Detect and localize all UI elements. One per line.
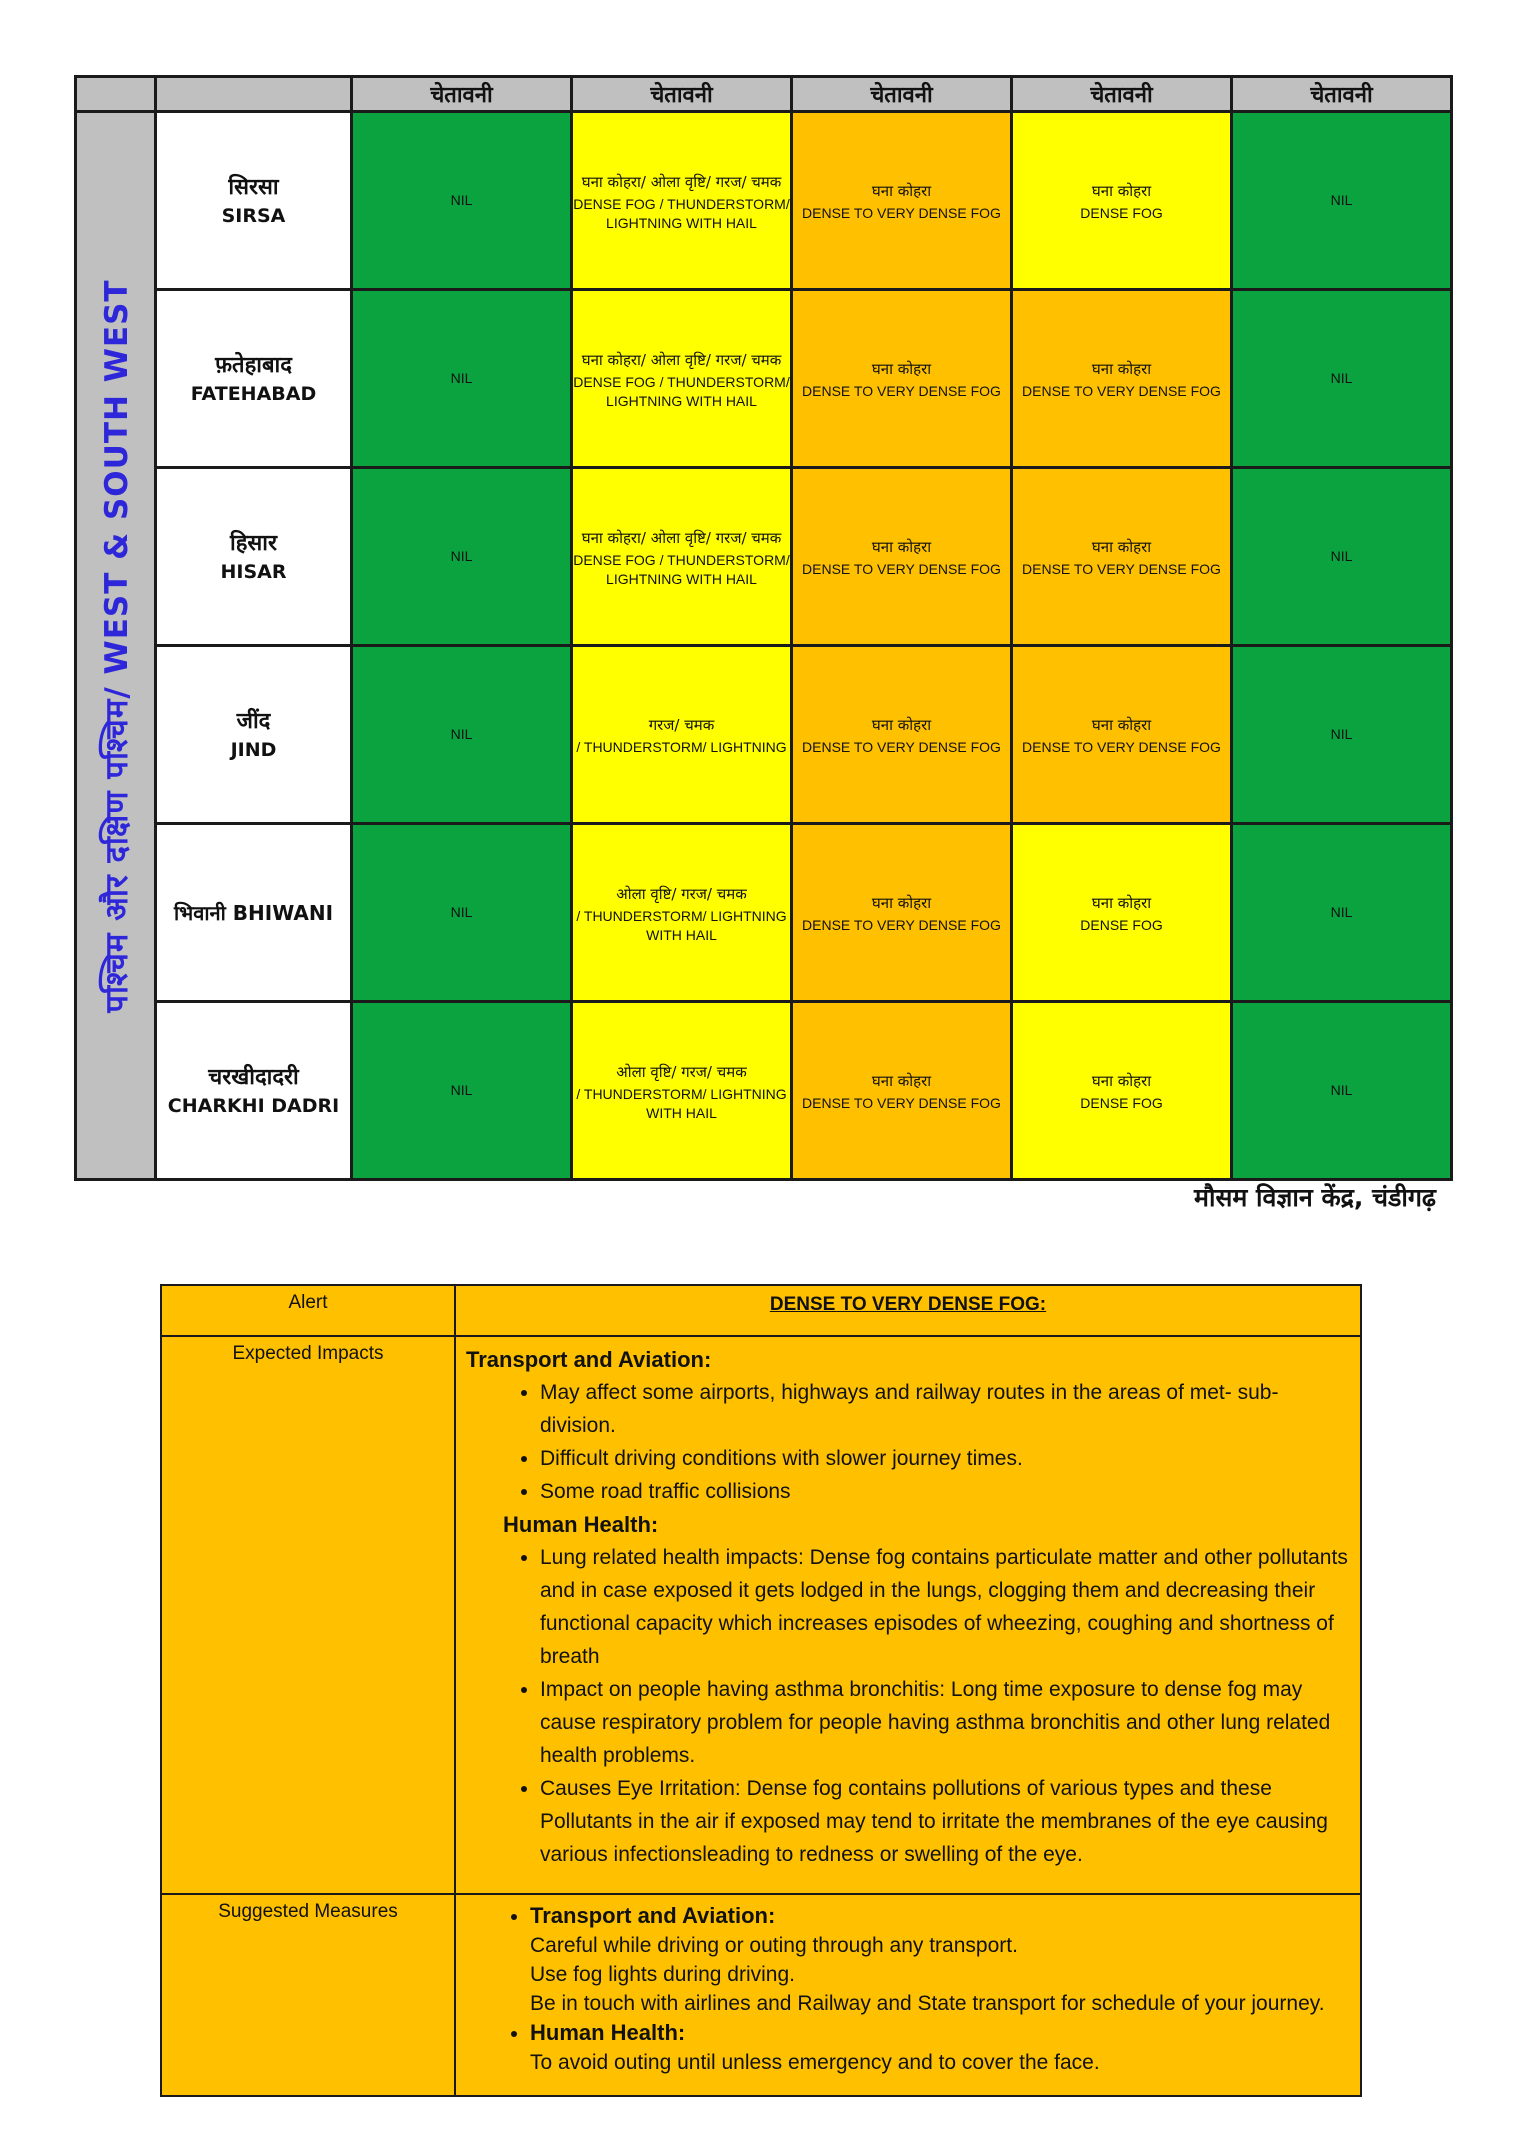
warning-text-english: DENSE TO VERY DENSE FOG [802, 739, 1001, 755]
measure-line: To avoid outing until unless emergency and to cover the face. [530, 2051, 1100, 2074]
warning-cell [1232, 290, 1452, 468]
warning-cell [352, 1002, 572, 1180]
alert-row [161, 1285, 1361, 1336]
list-item: • May affect some airports, highways and railway routes in the areas of met- sub-division. [540, 1376, 1350, 1442]
warning-text-english: DENSE TO VERY DENSE FOG [1022, 383, 1221, 399]
district-name-english: FATEHABAD [190, 382, 317, 405]
warning-cell [1232, 646, 1452, 824]
warning-text-english: DENSE FOG [1080, 1095, 1163, 1111]
measures-label: Suggested Measures [161, 1894, 455, 2096]
warning-text-english: DENSE FOG / THUNDERSTORM/ LIGHTNING WITH HAIL [573, 551, 790, 587]
district-cell [156, 468, 352, 646]
warning-cell [792, 290, 1012, 468]
warning-text-english: NIL [1330, 904, 1353, 920]
warning-cell [1012, 646, 1232, 824]
district-row [76, 468, 1452, 646]
impact-table [160, 1284, 1362, 2097]
warning-text-english: DENSE FOG [1080, 917, 1163, 933]
measure-line: Use fog lights during driving. [530, 1963, 795, 1986]
warning-text-english: NIL [1330, 1082, 1353, 1098]
warning-cell [1232, 112, 1452, 290]
warning-text-hindi: घना कोहरा [871, 538, 932, 556]
warning-cell [792, 824, 1012, 1002]
impacts-content [455, 1336, 1361, 1894]
transport-heading: Transport and Aviation: [466, 1347, 712, 1372]
warning-text-english: / THUNDERSTORM/ LIGHTNING WITH HAIL [576, 1085, 787, 1121]
district-name-english: JIND [230, 738, 277, 761]
warning-text-hindi: ओला वृष्टि/ गरज/ चमक [616, 1062, 747, 1081]
district-name-combined: भिवानी BHIWANI [173, 901, 334, 925]
district-name-hindi: जींद [236, 708, 271, 734]
district-row [76, 290, 1452, 468]
region-cell [76, 112, 156, 1180]
header-blank-2 [156, 77, 352, 112]
warning-text-english: DENSE TO VERY DENSE FOG [802, 383, 1001, 399]
list-item [530, 1901, 1350, 2018]
warning-text-english: DENSE FOG [1080, 205, 1163, 221]
alert-label: Alert [161, 1285, 455, 1336]
warning-cell [352, 646, 572, 824]
warning-cell [1232, 824, 1452, 1002]
warning-cell [572, 468, 792, 646]
warning-cell [352, 290, 572, 468]
warning-text-english: NIL [1330, 370, 1353, 386]
warning-cell [1012, 824, 1232, 1002]
source-credit: मौसम विज्ञान केंद्र, चंडीगढ़ [1194, 1183, 1436, 1212]
warning-cell [1012, 290, 1232, 468]
measures-list [466, 1901, 1350, 2077]
warning-header-row [76, 77, 1452, 112]
warning-text-english: NIL [450, 1082, 473, 1098]
warning-text-hindi: घना कोहरा [871, 182, 932, 200]
warning-text-hindi: घना कोहरा [871, 894, 932, 912]
warning-cell [792, 468, 1012, 646]
warning-text-hindi: घना कोहरा [1091, 894, 1152, 912]
warning-text-english: NIL [450, 726, 473, 742]
warning-cell [1232, 1002, 1452, 1180]
header-day-1: चेतावनी [352, 77, 572, 112]
header-blank-1 [76, 77, 156, 112]
measures-health-heading: Human Health: [530, 2020, 686, 2045]
region-label: पश्चिम और दक्षिण पश्चिम/ WEST & SOUTH WEST [98, 278, 135, 1013]
warning-text-hindi: घना कोहरा [1091, 1072, 1152, 1090]
health-impact-list [466, 1541, 1350, 1871]
impacts-row [161, 1336, 1361, 1894]
warning-cell [352, 112, 572, 290]
warning-cell [792, 112, 1012, 290]
warning-cell [352, 824, 572, 1002]
district-cell [156, 290, 352, 468]
warning-text-english: DENSE TO VERY DENSE FOG [1022, 739, 1221, 755]
warning-text-english: / THUNDERSTORM/ LIGHTNING [576, 739, 787, 755]
warning-cell [352, 468, 572, 646]
warning-text-hindi: घना कोहरा/ ओला वृष्टि/ गरज/ चमक [581, 350, 782, 369]
warning-text-hindi: घना कोहरा [1091, 360, 1152, 378]
header-day-5: चेतावनी [1232, 77, 1452, 112]
transport-impact-list [466, 1376, 1350, 1508]
warning-cell [792, 646, 1012, 824]
warning-text-english: NIL [1330, 726, 1353, 742]
alert-value-cell [455, 1285, 1361, 1336]
district-name-hindi: फ़तेहाबाद [215, 352, 292, 378]
warning-text-english: NIL [450, 904, 473, 920]
district-name-hindi: चरखीदादरी [208, 1064, 299, 1090]
warning-text-english: DENSE TO VERY DENSE FOG [802, 917, 1001, 933]
warning-text-english: DENSE FOG / THUNDERSTORM/ LIGHTNING WITH HAIL [573, 195, 790, 231]
warning-text-english: NIL [450, 192, 473, 208]
district-row [76, 824, 1452, 1002]
district-row [76, 112, 1452, 290]
list-item: • Some road traffic collisions [540, 1475, 1350, 1508]
district-row [76, 646, 1452, 824]
district-cell [156, 1002, 352, 1180]
measures-content [455, 1894, 1361, 2096]
warning-text-hindi: घना कोहरा [871, 1072, 932, 1090]
warning-cell [1012, 1002, 1232, 1180]
warning-text-hindi: घना कोहरा [1091, 716, 1152, 734]
warning-text-hindi: घना कोहरा/ ओला वृष्टि/ गरज/ चमक [581, 528, 782, 547]
measure-line: Be in touch with airlines and Railway and State transport for schedule of your journey. [530, 1992, 1325, 2015]
header-day-3: चेतावनी [792, 77, 1012, 112]
warning-text-english: NIL [450, 548, 473, 564]
warning-cell [1012, 468, 1232, 646]
district-name-english: SIRSA [221, 204, 286, 227]
district-name-hindi: हिसार [230, 530, 277, 556]
measures-transport-heading: Transport and Aviation: [530, 1903, 776, 1928]
header-day-2: चेतावनी [572, 77, 792, 112]
district-cell [156, 646, 352, 824]
measure-line: Careful while driving or outing through any transport. [530, 1934, 1018, 1957]
warning-text-hindi: घना कोहरा [1091, 182, 1152, 200]
warning-text-hindi: घना कोहरा/ ओला वृष्टि/ गरज/ चमक [581, 172, 782, 191]
warning-cell [792, 1002, 1012, 1180]
warning-text-english: DENSE TO VERY DENSE FOG [802, 1095, 1001, 1111]
warning-text-english: DENSE TO VERY DENSE FOG [1022, 561, 1221, 577]
measures-row [161, 1894, 1361, 2096]
warning-text-english: DENSE FOG / THUNDERSTORM/ LIGHTNING WITH HAIL [573, 373, 790, 409]
warning-grid [74, 75, 1453, 1181]
warning-text-hindi: ओला वृष्टि/ गरज/ चमक [616, 884, 747, 903]
district-name-hindi: सिरसा [228, 174, 279, 200]
warning-cell [572, 646, 792, 824]
warning-cell [1012, 112, 1232, 290]
list-item: • Lung related health impacts: Dense fog contains particulate matter and other pollutants and in case exposed it gets lodged in the lungs, clogging them and decreasing their functional capacity which increases episodes of wheezing, coughing and shortness of breath [540, 1541, 1350, 1673]
list-item: • Impact on people having asthma bronchitis: Long time exposure to dense fog may cause respiratory problem for people having asthma bronchitis and other lung related health problems. [540, 1673, 1350, 1772]
district-row [76, 1002, 1452, 1180]
district-name-english: HISAR [220, 560, 287, 583]
health-heading: Human Health: [503, 1512, 659, 1537]
warning-text-hindi: घना कोहरा [871, 716, 932, 734]
warning-cell [572, 824, 792, 1002]
warning-text-hindi: घना कोहरा [871, 360, 932, 378]
district-name-english: CHARKHI DADRI [167, 1094, 340, 1117]
warning-cell [1232, 468, 1452, 646]
list-item: • Causes Eye Irritation: Dense fog contains pollutions of various types and these Pollutants in the air if exposed may tend to irritate the membranes of the eye causing various infectionsleading to redness or swelling of the eye. [540, 1772, 1350, 1871]
district-cell [156, 112, 352, 290]
impacts-label: Expected Impacts [161, 1336, 455, 1894]
alert-value: DENSE TO VERY DENSE FOG: [769, 1294, 1047, 1315]
warning-text-hindi: गरज/ चमक [648, 716, 715, 734]
warning-text-english: DENSE TO VERY DENSE FOG [802, 205, 1001, 221]
warning-text-english: NIL [1330, 548, 1353, 564]
district-cell [156, 824, 352, 1002]
warning-text-english: DENSE TO VERY DENSE FOG [802, 561, 1001, 577]
warning-text-english: / THUNDERSTORM/ LIGHTNING WITH HAIL [576, 907, 787, 943]
warning-cell [572, 290, 792, 468]
header-day-4: चेतावनी [1012, 77, 1232, 112]
warning-text-english: NIL [1330, 192, 1353, 208]
warning-text-english: NIL [450, 370, 473, 386]
list-item [530, 2018, 1350, 2077]
warning-cell [572, 112, 792, 290]
warning-cell [572, 1002, 792, 1180]
list-item: • Difficult driving conditions with slower journey times. [540, 1442, 1350, 1475]
warning-text-hindi: घना कोहरा [1091, 538, 1152, 556]
